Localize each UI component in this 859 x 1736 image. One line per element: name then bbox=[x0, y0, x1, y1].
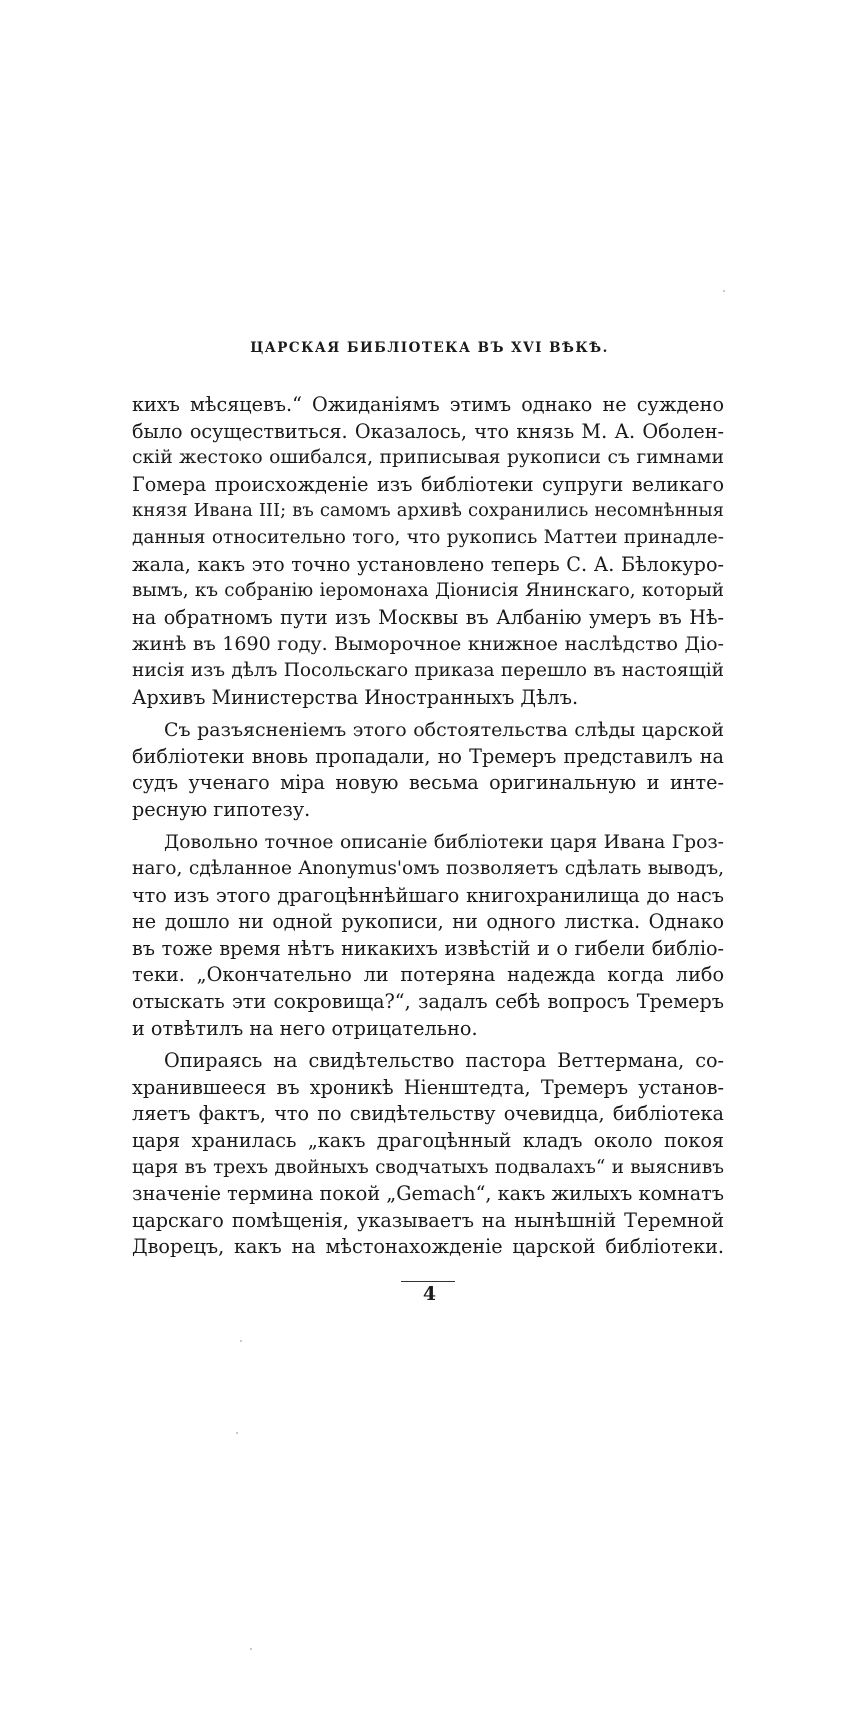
text-line: Съ разъясненiемъ этого обстоятельства слѣды царской bbox=[164, 719, 724, 742]
text-line: библiотеки вновь пропадали, но Тремеръ представилъ на bbox=[132, 744, 724, 768]
text-line: царскаго помѣщенiя, указываетъ на нынѣшнiй Теремной bbox=[132, 1208, 724, 1232]
text-line: Довольно точное описанiе библiотеки царя Ивана Гроз- bbox=[164, 831, 724, 853]
scan-speck bbox=[240, 1340, 242, 1342]
page-number: 4 bbox=[422, 1283, 437, 1305]
text-line: на обратномъ пути изъ Москвы въ Албанiю умеръ въ Нѣ- bbox=[132, 605, 724, 629]
text-line: и отвѣтилъ на него отрицательно. bbox=[132, 1016, 478, 1040]
text-block bbox=[132, 392, 724, 1261]
paragraph bbox=[132, 1048, 724, 1261]
text-line: скiй жестоко ошибался, приписывая рукописи съ гимнами bbox=[132, 447, 724, 469]
scan-speck bbox=[250, 1648, 252, 1650]
text-line: судъ ученаго мiра новую весьма оригинальную и инте- bbox=[132, 771, 724, 795]
text-line: наго, сдѣланное Anonymus'омъ позволяетъ сдѣлать выводъ, bbox=[132, 858, 724, 880]
text-line: жала, какъ это точно установлено теперь С. А. Бѣлокуро- bbox=[132, 552, 724, 576]
text-line: князя Ивана III; въ самомъ архивѣ сохранились несомнѣнныя bbox=[132, 500, 724, 522]
text-line: было осуществиться. Оказалось, что князь М. А. Оболен- bbox=[132, 419, 724, 443]
text-line: не дошло ни одной рукописи, ни одного листка. Однако bbox=[132, 910, 724, 934]
text-line: вымъ, къ собранiю iеромонаха Дiонисiя Янинскаго, который bbox=[132, 580, 724, 602]
text-line: ресную гипотезу. bbox=[132, 797, 311, 821]
footer-rule bbox=[401, 1281, 455, 1282]
paragraph bbox=[132, 392, 724, 711]
text-line: хранившееся въ хроникѣ Нiенштедта, Тремеръ установ- bbox=[132, 1075, 724, 1099]
text-line: теки. „Окончательно ли потеряна надежда когда либо bbox=[132, 963, 724, 987]
running-title: ЦАРСКАЯ БИБЛIОТЕКА ВЪ XVI ВѢКѢ. bbox=[250, 340, 609, 356]
text-line: Архивъ Министерства Иностранныхъ Дѣлъ. bbox=[132, 685, 579, 709]
text-line: данныя относительно того, что рукопись Маттеи принадле- bbox=[132, 526, 724, 548]
text-line: отыскать эти сокровища?“, задалъ себѣ вопросъ Тремеръ bbox=[132, 990, 724, 1014]
paragraph bbox=[132, 830, 724, 1043]
text-line: ляетъ фактъ, что по свидѣтельству очевидца, библiотека bbox=[132, 1102, 724, 1126]
text-line: Дворецъ, какъ на мѣстонахожденiе царской библiотеки. bbox=[132, 1235, 724, 1259]
text-line: кихъ мѣсяцевъ.“ Ожиданiямъ этимъ однако не суждено bbox=[132, 393, 724, 416]
text-line: царя хранилась „какъ драгоцѣнный кладъ около покоя bbox=[132, 1129, 724, 1153]
text-line: нисiя изъ дѣлъ Посольскаго приказа перешло въ настоящiй bbox=[132, 659, 724, 681]
text-line: въ тоже время нѣтъ никакихъ извѣстiй и о гибели библiо- bbox=[132, 936, 724, 960]
text-line: Гомера происхожденiе изъ библiотеки супруги великаго bbox=[132, 472, 724, 496]
text-line: значенiе термина покой „Gemach“, какъ жилыхъ комнатъ bbox=[132, 1182, 724, 1206]
paragraph bbox=[132, 717, 724, 823]
text-line: царя въ трехъ двойныхъ сводчатыхъ подвалахъ“ и выяснивъ bbox=[132, 1156, 724, 1178]
text-line: что изъ этого драгоцѣннѣйшаго книгохранилища до насъ bbox=[132, 883, 724, 907]
text-line: Опираясь на свидѣтельство пастора Веттермана, со- bbox=[164, 1049, 724, 1073]
scan-speck bbox=[236, 1432, 238, 1434]
text-line: жинѣ въ 1690 году. Выморочное книжное наслѣдство Дiо- bbox=[132, 633, 724, 656]
scan-speck bbox=[723, 290, 725, 292]
